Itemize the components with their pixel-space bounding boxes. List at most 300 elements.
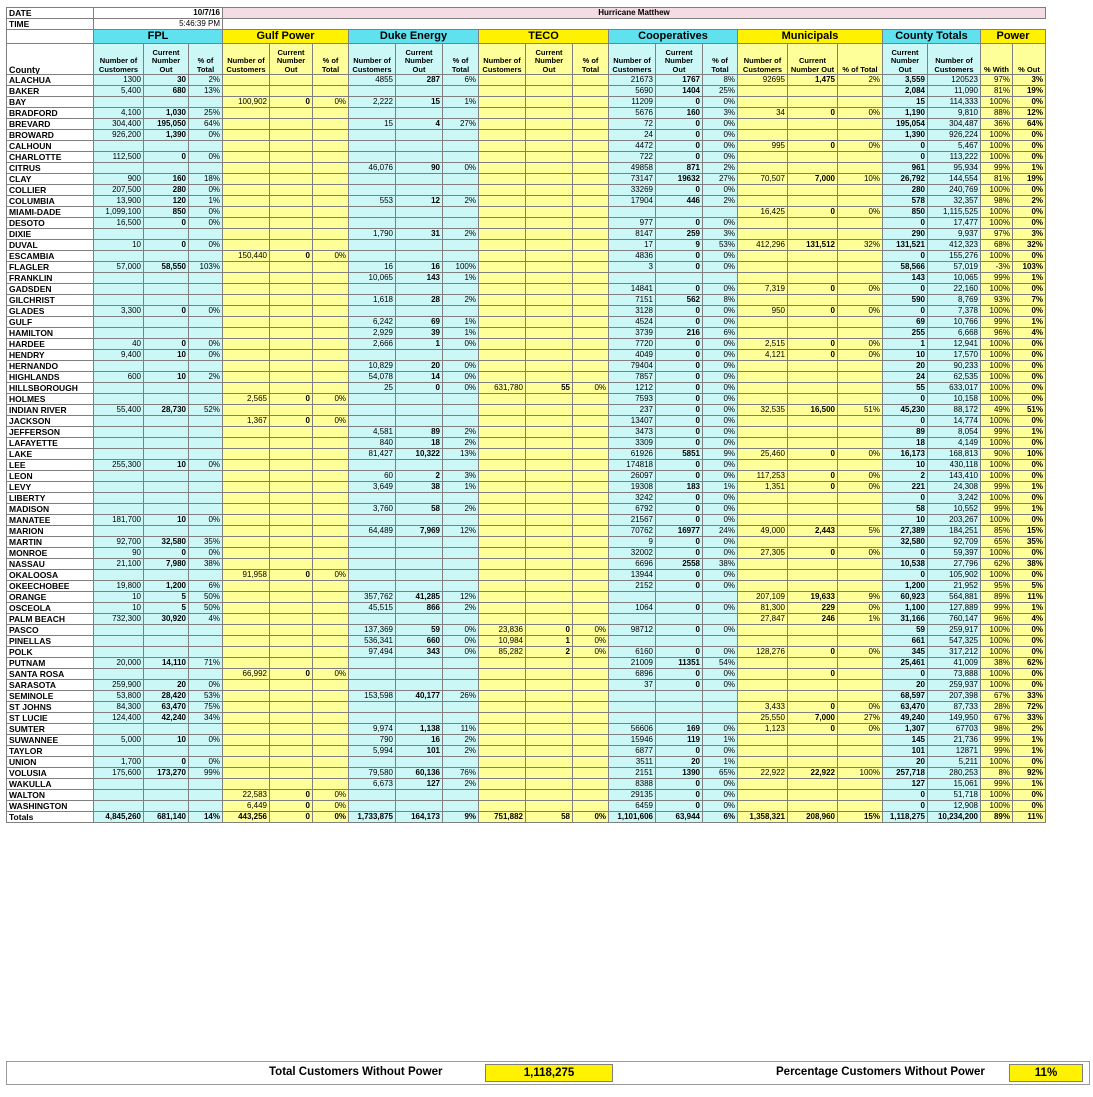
cell-current-out[interactable] [526, 471, 573, 482]
cell-num-customers[interactable]: 17 [609, 240, 656, 251]
cell-pct-total[interactable] [573, 372, 609, 383]
cell-current-out[interactable] [526, 658, 573, 669]
cell-pct-total[interactable] [189, 394, 223, 405]
cell-pct-total[interactable] [838, 86, 883, 97]
cell-current-out[interactable] [396, 416, 443, 427]
cell-num-customers[interactable]: 144,554 [928, 174, 981, 185]
cell-num-customers[interactable]: 13,900 [94, 196, 144, 207]
cell-pct-total[interactable] [573, 152, 609, 163]
cell-current-out[interactable]: 22,922 [788, 768, 838, 779]
cell-current-out[interactable]: 1,200 [883, 581, 928, 592]
cell-pct-total[interactable]: 2% [443, 229, 479, 240]
cell-pct-with[interactable]: 96% [981, 328, 1013, 339]
cell-pct-total[interactable] [573, 801, 609, 812]
cell-num-customers[interactable] [223, 339, 270, 350]
cell-pct-total[interactable] [443, 460, 479, 471]
cell-current-out[interactable] [144, 790, 189, 801]
cell-num-customers[interactable]: 4524 [609, 317, 656, 328]
cell-current-out[interactable] [656, 207, 703, 218]
cell-num-customers[interactable] [738, 416, 788, 427]
cell-num-customers[interactable]: 5,467 [928, 141, 981, 152]
cell-num-customers[interactable] [479, 350, 526, 361]
cell-pct-total[interactable] [443, 680, 479, 691]
cell-current-out[interactable] [270, 735, 313, 746]
cell-current-out[interactable]: 0 [883, 394, 928, 405]
cell-current-out[interactable] [788, 130, 838, 141]
cell-num-customers[interactable]: 16,425 [738, 207, 788, 218]
cell-num-customers[interactable] [738, 537, 788, 548]
cell-current-out[interactable] [144, 570, 189, 581]
cell-pct-with[interactable]: 99% [981, 603, 1013, 614]
cell-num-customers[interactable] [94, 636, 144, 647]
cell-current-out[interactable]: 680 [144, 86, 189, 97]
cell-current-out[interactable]: 18 [883, 438, 928, 449]
cell-num-customers[interactable] [223, 504, 270, 515]
cell-current-out[interactable] [526, 570, 573, 581]
cell-current-out[interactable]: 131,512 [788, 240, 838, 251]
cell-current-out[interactable] [526, 680, 573, 691]
cell-num-customers[interactable]: 3,242 [928, 493, 981, 504]
cell-num-customers[interactable]: 79,580 [349, 768, 396, 779]
cell-current-out[interactable] [656, 614, 703, 625]
cell-pct-total[interactable] [443, 559, 479, 570]
cell-num-customers[interactable] [349, 570, 396, 581]
cell-num-customers[interactable]: 20,000 [94, 658, 144, 669]
cell-current-out[interactable] [788, 746, 838, 757]
cell-num-customers[interactable] [223, 262, 270, 273]
cell-pct-total[interactable] [313, 658, 349, 669]
cell-current-out[interactable] [526, 185, 573, 196]
cell-num-customers[interactable] [609, 207, 656, 218]
cell-pct-with[interactable]: 99% [981, 735, 1013, 746]
cell-pct-total[interactable] [573, 537, 609, 548]
cell-current-out[interactable] [526, 713, 573, 724]
cell-current-out[interactable]: 10 [883, 515, 928, 526]
cell-num-customers[interactable]: 127,889 [928, 603, 981, 614]
cell-pct-total[interactable] [443, 570, 479, 581]
cell-pct-total[interactable]: 50% [189, 592, 223, 603]
cell-current-out[interactable] [526, 603, 573, 614]
cell-num-customers[interactable]: 3,300 [94, 306, 144, 317]
cell-pct-total[interactable] [313, 515, 349, 526]
cell-pct-total[interactable] [313, 768, 349, 779]
cell-current-out[interactable]: 0 [656, 119, 703, 130]
cell-current-out[interactable]: 10 [144, 372, 189, 383]
cell-pct-with[interactable]: 100% [981, 669, 1013, 680]
cell-num-customers[interactable] [479, 471, 526, 482]
cell-current-out[interactable] [526, 86, 573, 97]
cell-num-customers[interactable]: 73147 [609, 174, 656, 185]
cell-num-customers[interactable]: 2151 [609, 768, 656, 779]
cell-pct-total[interactable] [313, 229, 349, 240]
cell-num-customers[interactable] [349, 350, 396, 361]
cell-pct-out[interactable]: 0% [1013, 284, 1046, 295]
cell-current-out[interactable]: 59 [396, 625, 443, 636]
cell-num-customers[interactable]: 62,535 [928, 372, 981, 383]
cell-pct-total[interactable]: 0% [189, 130, 223, 141]
cell-num-customers[interactable] [94, 416, 144, 427]
cell-pct-total[interactable]: 1% [443, 482, 479, 493]
cell-pct-total[interactable] [313, 537, 349, 548]
cell-current-out[interactable]: 25,461 [883, 658, 928, 669]
cell-num-customers[interactable] [479, 240, 526, 251]
cell-pct-total[interactable]: 0% [189, 339, 223, 350]
cell-current-out[interactable]: 0 [788, 669, 838, 680]
cell-num-customers[interactable]: 150,440 [223, 251, 270, 262]
cell-num-customers[interactable]: 21,952 [928, 581, 981, 592]
cell-current-out[interactable]: 0 [270, 251, 313, 262]
cell-pct-with[interactable]: 100% [981, 515, 1013, 526]
cell-num-customers[interactable] [479, 746, 526, 757]
cell-current-out[interactable]: 0 [788, 108, 838, 119]
cell-current-out[interactable]: 0 [656, 790, 703, 801]
cell-num-customers[interactable]: 12,908 [928, 801, 981, 812]
cell-pct-out[interactable]: 0% [1013, 625, 1046, 636]
cell-pct-total[interactable]: 0% [703, 284, 738, 295]
cell-current-out[interactable] [270, 504, 313, 515]
cell-current-out[interactable]: 850 [144, 207, 189, 218]
cell-num-customers[interactable]: 5,211 [928, 757, 981, 768]
cell-current-out[interactable]: 10 [883, 350, 928, 361]
cell-pct-total[interactable] [189, 251, 223, 262]
cell-num-customers[interactable]: 536,341 [349, 636, 396, 647]
cell-num-customers[interactable]: 6,242 [349, 317, 396, 328]
cell-pct-total[interactable] [189, 801, 223, 812]
cell-current-out[interactable]: 0 [883, 416, 928, 427]
cell-num-customers[interactable]: 10,984 [479, 636, 526, 647]
cell-current-out[interactable] [396, 350, 443, 361]
cell-pct-total[interactable] [443, 405, 479, 416]
cell-num-customers[interactable]: 7593 [609, 394, 656, 405]
cell-pct-total[interactable] [313, 185, 349, 196]
cell-current-out[interactable]: 69 [883, 317, 928, 328]
cell-pct-out[interactable]: 12% [1013, 108, 1046, 119]
cell-pct-with[interactable]: -3% [981, 262, 1013, 273]
cell-current-out[interactable]: 0 [656, 185, 703, 196]
cell-current-out[interactable] [788, 427, 838, 438]
cell-num-customers[interactable] [94, 229, 144, 240]
cell-current-out[interactable] [270, 350, 313, 361]
cell-current-out[interactable]: 0 [656, 471, 703, 482]
cell-current-out[interactable] [144, 317, 189, 328]
cell-pct-total[interactable] [703, 614, 738, 625]
cell-current-out[interactable] [788, 680, 838, 691]
cell-pct-total[interactable] [573, 493, 609, 504]
cell-pct-total[interactable]: 0% [703, 801, 738, 812]
cell-pct-total[interactable] [313, 207, 349, 218]
cell-pct-total[interactable]: 1% [189, 196, 223, 207]
cell-pct-total[interactable] [573, 427, 609, 438]
cell-num-customers[interactable]: 90,233 [928, 361, 981, 372]
cell-num-customers[interactable]: 87,733 [928, 702, 981, 713]
cell-current-out[interactable] [144, 471, 189, 482]
cell-current-out[interactable] [788, 262, 838, 273]
cell-pct-with[interactable]: 100% [981, 757, 1013, 768]
cell-pct-with[interactable]: 97% [981, 75, 1013, 86]
cell-current-out[interactable]: 0 [270, 801, 313, 812]
cell-pct-total[interactable]: 11% [443, 724, 479, 735]
cell-num-customers[interactable]: 91,958 [223, 570, 270, 581]
cell-pct-total[interactable]: 0% [703, 119, 738, 130]
cell-pct-with[interactable]: 100% [981, 647, 1013, 658]
cell-pct-total[interactable] [443, 306, 479, 317]
cell-pct-total[interactable] [838, 416, 883, 427]
cell-pct-total[interactable] [838, 735, 883, 746]
cell-num-customers[interactable] [94, 493, 144, 504]
cell-num-customers[interactable]: 5,000 [94, 735, 144, 746]
cell-current-out[interactable]: 0 [656, 603, 703, 614]
cell-pct-total[interactable] [443, 86, 479, 97]
cell-num-customers[interactable]: 49,000 [738, 526, 788, 537]
cell-num-customers[interactable] [609, 691, 656, 702]
cell-current-out[interactable] [396, 548, 443, 559]
cell-current-out[interactable]: 32,580 [144, 537, 189, 548]
cell-num-customers[interactable] [349, 713, 396, 724]
cell-pct-total[interactable]: 0% [443, 361, 479, 372]
cell-pct-total[interactable] [313, 339, 349, 350]
cell-pct-total[interactable] [189, 438, 223, 449]
cell-pct-out[interactable]: 32% [1013, 240, 1046, 251]
cell-num-customers[interactable] [223, 647, 270, 658]
cell-current-out[interactable]: 0 [656, 130, 703, 141]
cell-pct-out[interactable]: 15% [1013, 526, 1046, 537]
cell-num-customers[interactable] [223, 163, 270, 174]
cell-pct-total[interactable] [443, 240, 479, 251]
cell-pct-total[interactable]: 0% [313, 669, 349, 680]
cell-current-out[interactable]: 0 [270, 790, 313, 801]
cell-num-customers[interactable]: 995 [738, 141, 788, 152]
cell-num-customers[interactable]: 1,115,525 [928, 207, 981, 218]
cell-pct-total[interactable] [189, 328, 223, 339]
cell-pct-total[interactable] [838, 262, 883, 273]
cell-num-customers[interactable]: 55,400 [94, 405, 144, 416]
cell-current-out[interactable] [396, 702, 443, 713]
cell-num-customers[interactable] [479, 163, 526, 174]
cell-pct-out[interactable]: 2% [1013, 724, 1046, 735]
cell-pct-out[interactable]: 0% [1013, 757, 1046, 768]
cell-num-customers[interactable] [94, 526, 144, 537]
cell-pct-total[interactable]: 51% [838, 405, 883, 416]
cell-num-customers[interactable] [479, 405, 526, 416]
cell-current-out[interactable] [526, 306, 573, 317]
cell-current-out[interactable] [788, 735, 838, 746]
total-pct-total[interactable]: 6% [703, 812, 738, 823]
cell-current-out[interactable]: 16,500 [788, 405, 838, 416]
cell-current-out[interactable]: 446 [656, 196, 703, 207]
cell-pct-out[interactable]: 64% [1013, 119, 1046, 130]
cell-current-out[interactable]: 0 [883, 790, 928, 801]
cell-current-out[interactable] [656, 713, 703, 724]
cell-pct-total[interactable] [573, 262, 609, 273]
cell-pct-total[interactable] [573, 350, 609, 361]
cell-pct-total[interactable] [838, 185, 883, 196]
cell-num-customers[interactable] [738, 196, 788, 207]
cell-pct-with[interactable]: 97% [981, 229, 1013, 240]
cell-pct-with[interactable]: 100% [981, 625, 1013, 636]
cell-num-customers[interactable] [349, 130, 396, 141]
cell-pct-total[interactable] [313, 240, 349, 251]
cell-current-out[interactable] [270, 482, 313, 493]
cell-pct-total[interactable] [703, 691, 738, 702]
cell-current-out[interactable] [144, 526, 189, 537]
cell-pct-with[interactable]: 100% [981, 284, 1013, 295]
cell-current-out[interactable]: 0 [656, 680, 703, 691]
cell-current-out[interactable]: 562 [656, 295, 703, 306]
cell-pct-with[interactable]: 65% [981, 537, 1013, 548]
cell-pct-total[interactable]: 0% [703, 581, 738, 592]
cell-num-customers[interactable]: 430,118 [928, 460, 981, 471]
cell-pct-total[interactable]: 2% [443, 295, 479, 306]
cell-num-customers[interactable]: 4836 [609, 251, 656, 262]
cell-pct-total[interactable] [838, 504, 883, 515]
cell-pct-total[interactable]: 0% [703, 152, 738, 163]
total-current-out[interactable]: 681,140 [144, 812, 189, 823]
cell-num-customers[interactable] [94, 570, 144, 581]
cell-pct-with[interactable]: 99% [981, 163, 1013, 174]
cell-current-out[interactable]: 0 [144, 757, 189, 768]
cell-pct-total[interactable] [838, 757, 883, 768]
cell-num-customers[interactable] [349, 174, 396, 185]
cell-num-customers[interactable] [223, 680, 270, 691]
cell-pct-total[interactable] [573, 482, 609, 493]
total-num-customers[interactable]: 4,845,260 [94, 812, 144, 823]
cell-pct-total[interactable]: 103% [189, 262, 223, 273]
cell-current-out[interactable] [526, 328, 573, 339]
cell-current-out[interactable] [144, 636, 189, 647]
cell-num-customers[interactable]: 181,700 [94, 515, 144, 526]
cell-pct-out[interactable]: 103% [1013, 262, 1046, 273]
cell-current-out[interactable]: 0 [656, 97, 703, 108]
cell-current-out[interactable]: 31 [396, 229, 443, 240]
cell-pct-out[interactable]: 0% [1013, 185, 1046, 196]
cell-current-out[interactable] [396, 108, 443, 119]
cell-pct-total[interactable] [313, 614, 349, 625]
cell-pct-with[interactable]: 68% [981, 240, 1013, 251]
cell-current-out[interactable] [270, 383, 313, 394]
cell-num-customers[interactable]: 259,917 [928, 625, 981, 636]
cell-current-out[interactable]: 0 [656, 801, 703, 812]
cell-current-out[interactable] [788, 537, 838, 548]
cell-pct-total[interactable] [313, 130, 349, 141]
cell-current-out[interactable]: 871 [656, 163, 703, 174]
cell-num-customers[interactable] [349, 614, 396, 625]
cell-pct-total[interactable]: 26% [443, 691, 479, 702]
cell-pct-total[interactable]: 6% [443, 75, 479, 86]
cell-pct-with[interactable]: 100% [981, 361, 1013, 372]
cell-current-out[interactable]: 90 [396, 163, 443, 174]
total-num-customers[interactable]: 751,882 [479, 812, 526, 823]
cell-current-out[interactable]: 7,969 [396, 526, 443, 537]
cell-pct-total[interactable]: 0% [703, 141, 738, 152]
cell-pct-total[interactable] [313, 449, 349, 460]
cell-pct-total[interactable] [838, 152, 883, 163]
cell-pct-total[interactable] [313, 108, 349, 119]
cell-num-customers[interactable] [479, 449, 526, 460]
cell-pct-total[interactable] [838, 130, 883, 141]
cell-num-customers[interactable] [738, 746, 788, 757]
cell-pct-total[interactable] [838, 669, 883, 680]
cell-pct-total[interactable] [838, 361, 883, 372]
cell-current-out[interactable]: 2558 [656, 559, 703, 570]
cell-current-out[interactable]: 0 [788, 207, 838, 218]
total-num-customers[interactable]: 1,101,606 [609, 812, 656, 823]
cell-current-out[interactable]: 0 [526, 625, 573, 636]
cell-pct-with[interactable]: 96% [981, 614, 1013, 625]
cell-pct-total[interactable] [573, 405, 609, 416]
cell-pct-total[interactable] [313, 460, 349, 471]
cell-pct-total[interactable] [313, 691, 349, 702]
cell-pct-total[interactable] [189, 284, 223, 295]
cell-pct-total[interactable] [189, 669, 223, 680]
cell-current-out[interactable]: 661 [883, 636, 928, 647]
cell-current-out[interactable]: 9 [656, 240, 703, 251]
cell-pct-total[interactable] [443, 174, 479, 185]
cell-pct-total[interactable] [573, 317, 609, 328]
cell-pct-with[interactable]: 67% [981, 713, 1013, 724]
cell-current-out[interactable] [270, 284, 313, 295]
cell-num-customers[interactable] [479, 581, 526, 592]
cell-current-out[interactable]: 280 [883, 185, 928, 196]
cell-num-customers[interactable] [479, 141, 526, 152]
cell-current-out[interactable]: 14,110 [144, 658, 189, 669]
cell-num-customers[interactable] [479, 97, 526, 108]
cell-current-out[interactable]: 0 [656, 625, 703, 636]
cell-current-out[interactable]: 7,980 [144, 559, 189, 570]
cell-current-out[interactable] [270, 207, 313, 218]
cell-num-customers[interactable]: 11209 [609, 97, 656, 108]
cell-num-customers[interactable]: 17,570 [928, 350, 981, 361]
cell-num-customers[interactable]: 1,099,100 [94, 207, 144, 218]
total-pct-out[interactable]: 11% [1013, 812, 1046, 823]
cell-num-customers[interactable] [479, 757, 526, 768]
cell-current-out[interactable] [144, 449, 189, 460]
cell-current-out[interactable]: 89 [883, 427, 928, 438]
cell-pct-out[interactable]: 4% [1013, 614, 1046, 625]
cell-pct-total[interactable]: 0% [703, 647, 738, 658]
cell-pct-total[interactable] [838, 658, 883, 669]
cell-num-customers[interactable]: 5676 [609, 108, 656, 119]
cell-current-out[interactable] [396, 306, 443, 317]
cell-pct-total[interactable] [189, 361, 223, 372]
cell-pct-total[interactable]: 1% [838, 614, 883, 625]
cell-pct-out[interactable]: 0% [1013, 383, 1046, 394]
cell-num-customers[interactable]: 3242 [609, 493, 656, 504]
cell-current-out[interactable]: 20 [883, 361, 928, 372]
cell-pct-total[interactable] [838, 779, 883, 790]
cell-current-out[interactable]: 143 [396, 273, 443, 284]
cell-current-out[interactable]: 19,633 [788, 592, 838, 603]
cell-num-customers[interactable] [479, 614, 526, 625]
cell-num-customers[interactable] [94, 482, 144, 493]
cell-pct-total[interactable]: 2% [443, 779, 479, 790]
cell-current-out[interactable]: 1767 [656, 75, 703, 86]
cell-current-out[interactable]: 0 [656, 504, 703, 515]
cell-current-out[interactable] [270, 691, 313, 702]
cell-pct-out[interactable]: 1% [1013, 504, 1046, 515]
cell-pct-with[interactable]: 100% [981, 383, 1013, 394]
cell-current-out[interactable] [788, 559, 838, 570]
cell-num-customers[interactable] [94, 724, 144, 735]
cell-current-out[interactable]: 38 [396, 482, 443, 493]
cell-num-customers[interactable] [609, 614, 656, 625]
cell-current-out[interactable] [526, 515, 573, 526]
cell-num-customers[interactable] [738, 383, 788, 394]
cell-pct-total[interactable] [838, 218, 883, 229]
cell-current-out[interactable] [270, 405, 313, 416]
cell-pct-total[interactable] [838, 97, 883, 108]
cell-pct-total[interactable] [573, 185, 609, 196]
cell-num-customers[interactable] [738, 691, 788, 702]
